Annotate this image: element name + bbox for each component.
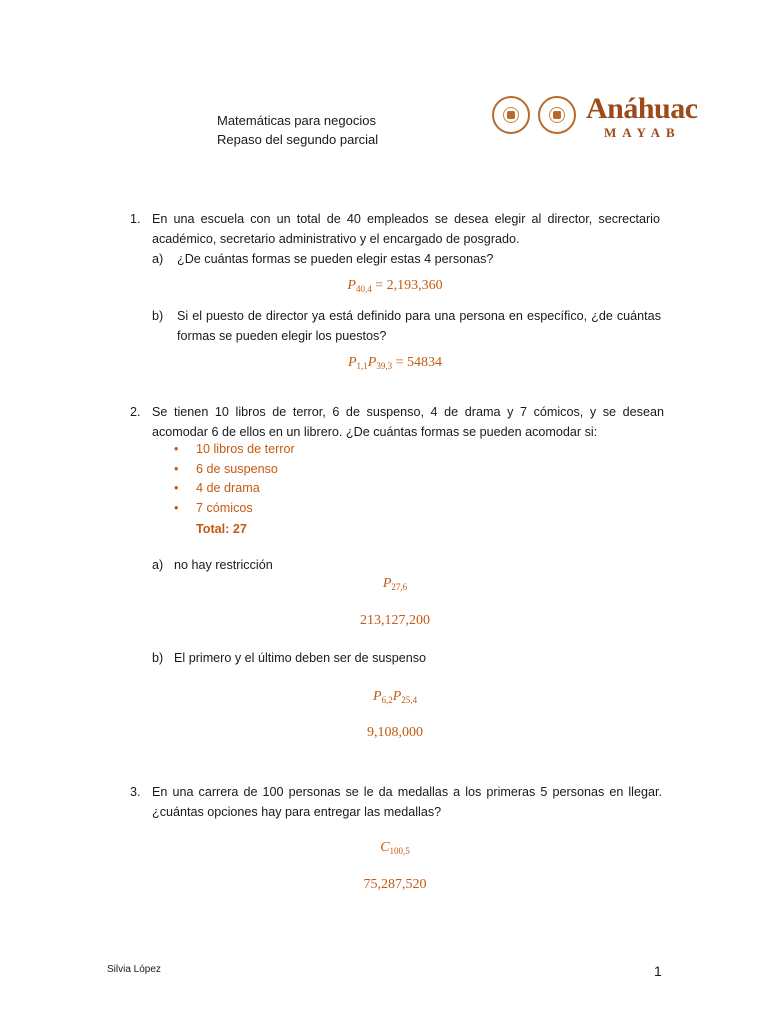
question-text: En una escuela con un total de 40 empleados se desea elegir al director, secrectario académico, secretario administrativo y el encargado de posgrado.: [152, 212, 660, 246]
answer-formula: $P_{27,6}$: [382, 576, 408, 592]
question-number: 2.: [130, 405, 141, 419]
answer-formula: $P_{6,2}P_{25,4}$: [372, 689, 418, 705]
footer-author: Silvia López: [107, 964, 161, 975]
seal-icon: [492, 96, 530, 134]
answer-formula: $P_{1,1}P_{39,3} = 54834$: [347, 355, 443, 371]
subquestion-text: no hay restricción: [174, 558, 273, 572]
question-text: Se tienen 10 libros de terror, 6 de suspenso, 4 de drama y 7 cómicos, y se desean acomodar 6 de ellos en un librero. ¿De cuántas formas se pueden acomodar si:: [152, 405, 664, 439]
subquestion-text: ¿De cuántas formas se pueden elegir estas 4 personas?: [177, 252, 494, 266]
brand-name: Anáhuac: [586, 92, 698, 125]
doc-subtitle: Repaso del segundo parcial: [217, 132, 379, 147]
brand-sub: MAYAB: [604, 125, 681, 140]
page-number: 1: [654, 963, 662, 979]
list-item: • 10 libros de terror: [174, 442, 295, 456]
list-item: • 4 de drama: [174, 481, 260, 496]
subquestion-text: Si el puesto de director ya está definido para una persona en específico, ¿de cuántas formas se pueden elegir los puestos?: [177, 309, 661, 343]
doc-title: Matemáticas para negocios: [217, 113, 376, 128]
list-item: • 7 cómicos: [174, 500, 253, 515]
answer-value: 213,127,200: [360, 613, 430, 628]
question-text: En una carrera de 100 personas se le da medallas a los primeras 5 personas en llegar. ¿cuántas opciones hay para entregar las medallas?: [152, 785, 662, 819]
answer-value: 9,108,000: [367, 725, 423, 740]
question-number: 1.: [130, 212, 141, 226]
answer-value: 75,287,520: [363, 877, 427, 892]
list-item: • 6 de suspenso: [174, 461, 278, 476]
subquestion-label: a): [152, 558, 164, 572]
book-list: [172, 440, 295, 518]
seal-icon: [538, 96, 576, 134]
anahuac-logo: [492, 94, 702, 142]
total-label: Total: 27: [196, 522, 247, 536]
subquestion-text: El primero y el último deben ser de suspenso: [174, 651, 427, 665]
subquestion-label: b): [152, 651, 164, 665]
subquestion-label: b): [152, 309, 164, 323]
answer-formula: $C_{100,5}$: [380, 840, 410, 856]
question-number: 3.: [130, 785, 141, 799]
subquestion-label: a): [152, 252, 164, 266]
answer-formula: $P_{40,4} = 2,193,360$: [347, 278, 443, 294]
